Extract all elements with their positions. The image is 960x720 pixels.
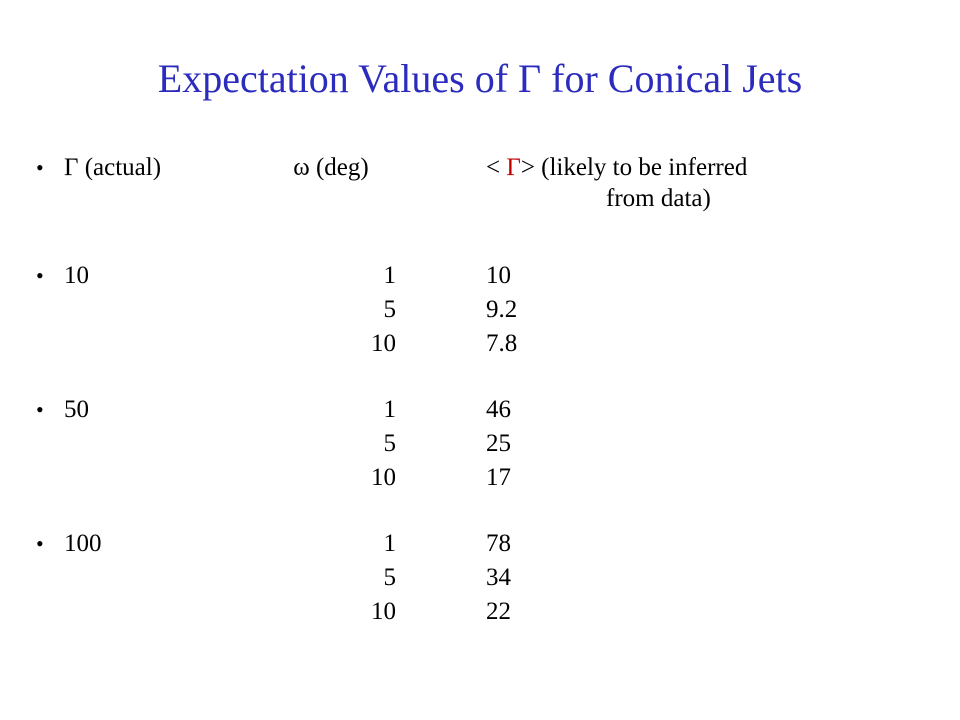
cell-omega: 1: [383, 530, 396, 557]
cell-omega: 5: [383, 296, 396, 323]
cell-omega: 10: [371, 464, 396, 491]
header-gamma-symbol: Γ: [506, 154, 521, 181]
cell-expectation: 10: [486, 262, 511, 289]
header-note-line2: from data): [606, 185, 711, 212]
cell-expectation: 22: [486, 598, 511, 625]
cell-expectation: 17: [486, 464, 511, 491]
cell-omega: 10: [371, 330, 396, 357]
cell-expectation: 9.2: [486, 296, 518, 323]
bullet-icon: •: [36, 397, 44, 422]
cell-gamma-actual: 100: [64, 530, 102, 557]
cell-omega: 5: [383, 430, 396, 457]
header-angle-close: > (likely to be inferred: [520, 154, 748, 181]
cell-expectation: 46: [486, 396, 511, 423]
bullet-icon: •: [36, 263, 44, 288]
cell-omega: 10: [371, 598, 396, 625]
header-gamma-actual: Γ (actual): [64, 154, 162, 181]
cell-omega: 5: [383, 564, 396, 591]
slide-body: [36, 152, 926, 662]
bullet-icon: •: [36, 155, 44, 180]
table-header-row: [36, 152, 926, 224]
header-omega-deg: ω (deg): [293, 154, 369, 181]
cell-omega: 1: [383, 262, 396, 289]
bullet-icon: •: [36, 531, 44, 556]
cell-gamma-actual: 50: [64, 396, 89, 423]
cell-omega: 1: [383, 396, 396, 423]
cell-expectation: 25: [486, 430, 511, 457]
table-row: [36, 394, 926, 528]
cell-gamma-actual: 10: [64, 262, 89, 289]
header-expectation-value: [486, 152, 916, 214]
page-title: Expectation Values of Γ for Conical Jets: [157, 56, 803, 101]
header-angle-open: <: [486, 154, 507, 181]
cell-expectation: 7.8: [486, 330, 518, 357]
table-row: [36, 528, 926, 662]
table-row: [36, 260, 926, 394]
cell-expectation: 78: [486, 530, 511, 557]
cell-expectation: 34: [486, 564, 511, 591]
spacer: [36, 224, 926, 260]
